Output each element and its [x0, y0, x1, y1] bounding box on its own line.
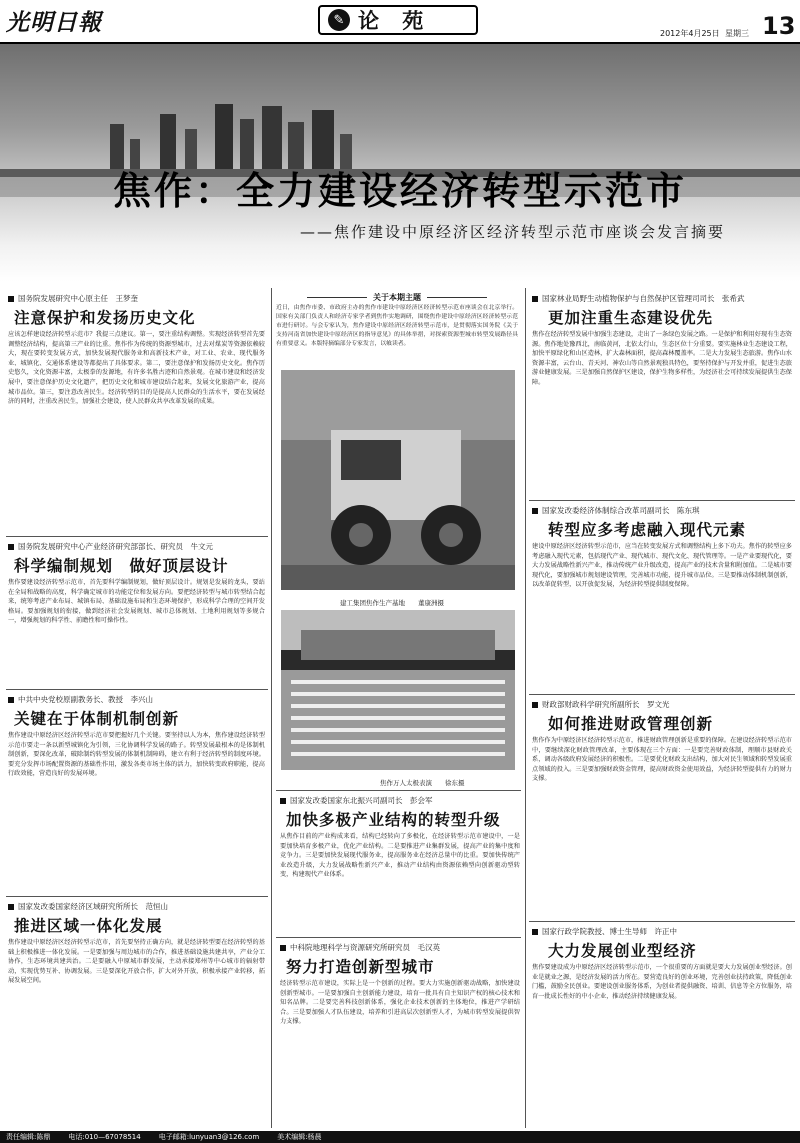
- photo-caption: 焦作万人太极表演 徐东摄: [380, 779, 465, 787]
- footer-editor: 责任编辑:陈鼎: [6, 1133, 51, 1141]
- section-header: [318, 5, 478, 35]
- photo-wheel-loaders: [281, 370, 515, 590]
- article-author: 国务院发展研究中心产业经济研究部部长、研究员 牛文元: [8, 541, 213, 552]
- article-title: 加快多极产业结构的转型升级: [286, 810, 501, 829]
- article-body: 焦作建设中原经济区经济转型示范市要把握好几个关键。要坚持以人为本，焦作建设经济转型示范市要走一条以新型城镇化为引领，三化协调科学发展的路子。转型发展最根本的是体制机制创新，要深化改革，破除制约转型发展的体制机制障碍，建立有利于经济转型的制度环境。要充分发挥市场配置资源的基础性作用，激发各类市场主体的活力，加快转变政府职能，提高行政效能，营造良好的发展环境。: [8, 732, 265, 778]
- article-separator: [529, 921, 795, 922]
- article-author: 国家行政学院教授、博士生导师 许正中: [532, 926, 677, 937]
- footer-email: 电子邮箱:lunyuan3@126.com: [158, 1133, 260, 1141]
- footer-art-editor: 美术编辑:杨晨: [277, 1133, 322, 1141]
- article-separator: [6, 896, 268, 897]
- main-headline: 焦作：全力建设经济转型示范市: [112, 168, 687, 213]
- issue-date: 2012年4月25日: [660, 29, 720, 38]
- issue-weekday: 星期三: [725, 29, 749, 38]
- article-title: 推进区域一体化发展: [14, 916, 163, 935]
- photo-caption: 建工集团焦作生产基地 董康洲摄: [340, 599, 444, 607]
- article-separator: [276, 937, 521, 938]
- photo-taichi-performance: [281, 610, 515, 770]
- article-body: 焦作要建设成为中原经济区经济转型示范市，一个很重要的方面就是要大力发展创业型经济。创业是就业之源，是经济发展的活力所在。要营造良好的创业环境，完善创业扶持政策，降低创业门槛，鼓励全民创业。要建设创业服务体系，为创业者提供融资、培训、信息等全方位服务，培育一批成长性好的中小企业，推动经济持续健康发展。: [532, 964, 792, 1000]
- section-leaf-icon: ✎: [328, 9, 350, 31]
- page-number: 13: [762, 12, 796, 40]
- article-body: 应该怎样建设经济转型示范市？我提三点建议。第一，要注重结构调整。实现经济转型首先要调整经济结构，提高第三产业的比重。焦作作为传统的资源型城市，过去对煤炭等资源依赖较大，现在要转变发展方式，加快发展现代服务业和高新技术产业，对工业、农业、现代服务业、城镇化、交通体系建设等都提出了具体要求。第二，要注意保护和发扬历史文化。焦作历史悠久，文化资源丰富，太极拳的发源地，有许多名胜古迹和自然景观。在城市建设和经济发展中，要注意保护历史文化遗产，把历史文化和城市建设结合起来，发展文化旅游产业，提高城市品位。第三，要注意改善民生。经济转型的目的是提高人民群众的生活水平，要在发展经济的同时，注重改善民生，加强社会建设，使人民群众共享改革发展的成果。: [8, 331, 265, 406]
- sub-headline: ——焦作建设中原经济区经济转型示范市座谈会发言摘要: [300, 223, 726, 241]
- article-title: 大力发展创业型经济: [548, 941, 697, 960]
- topic-text: 近日，由焦作市委、市政府主办的焦作市建设中原经济区经济转型示范市座谈会在北京举行。国家有关部门负责人和经济专家学者到焦作实地调研，围绕焦作建设中原经济区经济转型示范市进行研讨。与会专家认为，焦作建设中原经济区经济转型示范市，是贯彻落实国务院《关于支持河南省加快建设中原经济区的指导意见》的具体举措，对探索资源型城市转型发展路径具有重要意义。本版特摘编部分专家发言，以飨读者。: [276, 305, 518, 347]
- article-author: 财政部财政科学研究所副所长 罗文光: [532, 699, 670, 710]
- article-title: 关键在于体制机制创新: [14, 709, 180, 728]
- article-title: 如何推进财政管理创新: [548, 714, 714, 733]
- topic-title: 关于本期主题: [276, 292, 518, 303]
- column-divider: [525, 288, 526, 1128]
- article-separator: [529, 694, 795, 695]
- article-body: 焦作要建设经济转型示范市，首先要科学编制规划，做好顶层设计。规划是发展的龙头，要站在全局和战略的高度，科学确定城市的功能定位和发展方向。要把经济转型与城市转型结合起来，统筹考虑产业布局、城镇布局、基础设施布局和生态环境保护，形成科学合理的空间开发格局。要加强规划的衔接，做到经济社会发展规划、城市总体规划、土地利用规划等多规合一，增强规划的科学性、前瞻性和可操作性。: [8, 579, 265, 625]
- article-title: 努力打造创新型城市: [286, 957, 435, 976]
- article-author: 国家发改委经济体制综合改革司副司长 陈东琪: [532, 505, 700, 516]
- section-name: 论 苑: [358, 8, 432, 33]
- article-body: 建设中原经济区经济转型示范市，应当在转变发展方式和调整结构上多下功夫。焦作的转型应多考虑融入现代元素，包括现代产业、现代城市、现代文化、现代管理等。一是产业要现代化，要大力发展战略性新兴产业，推动传统产业升级改造，提高产业的技术含量和附加值。二是城市要现代化，要加强城市规划建设管理，完善城市功能，提升城市品位。三是要推动体制机制创新，以改革促转型，以开放促发展，为经济转型提供制度保障。: [532, 543, 792, 589]
- article-author: 国务院发展研究中心原主任 王梦奎: [8, 293, 138, 304]
- article-author: 国家林业局野生动植物保护与自然保护区管理司司长 张希武: [532, 293, 745, 304]
- article-title: 转型应多考虑融入现代元素: [548, 520, 747, 539]
- article-body: 焦作作为中原经济区经济转型示范市，推进财政管理创新是重要的保障。在建设经济转型示范市中，要继续深化财政管理改革，主要体现在三个方面：一是要完善财政体制，理顺市县财政关系，调动各级政府发展经济的积极性。二是要优化财政支出结构，加大对民生领域和转型发展重点领域的投入。三是要加强财政资金管理，提高财政资金使用效益，为经济转型提供有力的财力支撑。: [532, 737, 792, 783]
- topic-box: [276, 292, 518, 366]
- article-author: 中共中央党校原副教务长、教授 李兴山: [8, 694, 153, 705]
- article-author: 中科院地理科学与资源研究所研究员 毛汉英: [280, 942, 440, 953]
- article-body: 从焦作目前的产业构成来看，结构已经转向了多极化，在经济转型示范市建设中，一是要加快培育多极产业，优化产业结构。二是要推进产业集群发展，提高产业的集中度和竞争力。三是要加快发展现代服务业，提高服务业在经济总量中的比重。要加快传统产业改造升级，大力发展战略性新兴产业，推动产业结构由资源依赖型向创新驱动型转变，构建现代产业体系。: [280, 833, 520, 879]
- page-footer: [0, 1131, 800, 1143]
- article-body: 焦作建设中原经济区经济转型示范市，首先要坚持正确方向，就是经济转型要在经济转型的基础上积极推进一体化发展。一是要加强与周边城市的合作，推进基础设施共建共享，产业分工协作，生态环境共建共治。二是要融入中原城市群发展，主动承接郑州等中心城市的辐射带动，实现优势互补、协调发展。三是要深化开放合作，扩大对外开放，积极承接产业转移，拓展发展空间。: [8, 939, 265, 985]
- article-author: 国家发改委国家东北振兴司副司长 彭会军: [280, 795, 433, 806]
- article-separator: [276, 790, 521, 791]
- article-body: 经济转型示范市建设，实际上是一个创新的过程。要大力实施创新驱动战略，加快建设创新型城市。一是要加强自主创新能力建设，培育一批具有自主知识产权的核心技术和知名品牌。二是要完善科技创新体系，强化企业技术创新的主体地位，推进产学研结合。三是要加强人才队伍建设，培养和引进高层次创新型人才，为城市转型发展提供智力支撑。: [280, 980, 520, 1026]
- paper-name: 光明日報: [6, 9, 102, 36]
- article-separator: [6, 536, 268, 537]
- article-separator: [529, 500, 795, 501]
- article-title: 科学编制规划 做好顶层设计: [14, 556, 229, 575]
- article-body: 焦作在经济转型发展中加强生态建设，走出了一条绿色发展之路。一是保护和利用好现有生态资源。焦作地处豫西北，南临黄河，北依太行山，生态区位十分重要。要实施林业生态建设工程，加快平原绿化和山区造林，扩大森林面积，提高森林覆盖率。二是大力发展生态旅游。焦作山水资源丰富，云台山、青天河、神农山等自然景观独具特色，要坚持保护与开发并重，促进生态旅游业健康发展。三是加强自然保护区建设，保护生物多样性，为经济社会可持续发展提供生态保障。: [532, 331, 792, 386]
- column-divider: [271, 288, 272, 1128]
- article-title: 注意保护和发扬历史文化: [14, 308, 196, 327]
- footer-phone: 电话:010—67078514: [68, 1133, 141, 1141]
- article-author: 国家发改委国家经济区域研究所所长 范恒山: [8, 901, 168, 912]
- article-separator: [6, 689, 268, 690]
- article-title: 更加注重生态建设优先: [548, 308, 714, 327]
